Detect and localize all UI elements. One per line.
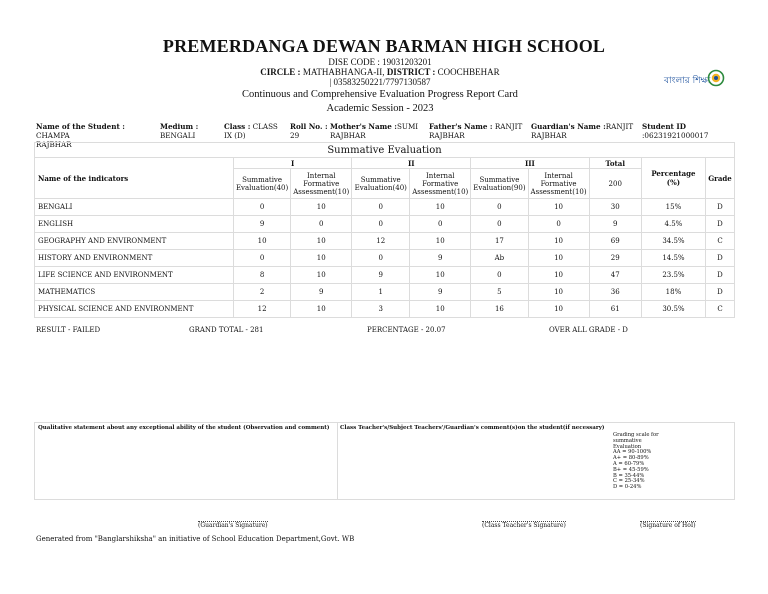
father-value-2: RAJBHAR [429,131,465,140]
mark-cell-total: 36 [589,284,641,301]
table-row [35,301,735,318]
comments-section [34,422,735,500]
subject-name: HISTORY AND ENVIRONMENT [35,250,234,267]
mark-cell-f1: 10 [291,267,352,284]
term-1-header: I [233,158,351,169]
mark-cell-f3: 10 [528,301,589,318]
grade-header: Grade [705,158,734,199]
mark-cell-s2: 0 [352,199,410,216]
table-row [35,199,735,216]
subject-name: LIFE SCIENCE AND ENVIRONMENT [35,267,234,284]
guardian-block [531,122,639,140]
medium-block [160,122,220,140]
sub-header: Summative Evaluation(90) [471,169,528,199]
district-label: DISTRICT : [386,67,436,77]
table-caption: Summative Evaluation [35,143,735,158]
term-2-header: II [352,158,471,169]
student-id-label: Student ID [642,122,686,131]
academic-session: Academic Session - 2023 [326,103,434,114]
dise-code: DISE CODE : 19031203201 [328,57,432,67]
mark-cell-f3: 10 [528,199,589,216]
indicator-header: Name of the indicators [35,158,234,199]
mark-cell-f2: 10 [410,301,471,318]
grading-line: D = 0-24% [613,484,642,491]
mark-cell-f3: 0 [528,216,589,233]
mark-cell-pct: 23.5% [641,267,705,284]
grading-scale [613,433,659,491]
mark-cell-pct: 4.5% [641,216,705,233]
footer-note: Generated from "Banglarshiksha" an initiative of School Education Department,Govt. WB [36,535,355,543]
grading-line: C = 25-34% [613,478,645,485]
mark-cell-s3: 16 [471,301,528,318]
percentage-text: PERCENTAGE - 20.07 [367,326,446,334]
mark-cell-total: 29 [589,250,641,267]
table-row [35,216,735,233]
roll-value: 29 [290,131,300,140]
subject-name: PHYSICAL SCIENCE AND ENVIRONMENT [35,301,234,318]
mark-cell-s1: 9 [233,216,290,233]
mark-cell-s1: 10 [233,233,290,250]
grading-line: AA = 90-100% [613,449,652,456]
grading-line: Evaluation [613,443,642,450]
subject-name: MATHEMATICS [35,284,234,301]
mark-cell-pct: 14.5% [641,250,705,267]
mark-cell-f2: 9 [410,284,471,301]
mark-cell-f2: 10 [410,233,471,250]
logo-text: বাংলার শিক্ষা [664,76,711,86]
mark-cell-s2: 0 [352,250,410,267]
grading-line: A+ = 80-89% [613,455,649,462]
subject-name: BENGALI [35,199,234,216]
mark-cell-f1: 10 [291,301,352,318]
mother-label: Mother's Name : [330,122,397,131]
qualitative-statement-title: Qualitative statement about any exceptional ability of the student (Observation and comment) [38,425,330,431]
class-value-1: CLASS [252,122,278,131]
mother-value-2: RAJBHAR [330,131,366,140]
mark-cell-pct: 18% [641,284,705,301]
mark-cell-s1: 0 [233,250,290,267]
mark-cell-grade: D [705,250,734,267]
marks-table [34,142,735,318]
mark-cell-s2: 1 [352,284,410,301]
mark-cell-grade: D [705,199,734,216]
mother-value-1: SUMI [396,122,419,131]
mark-cell-total: 69 [589,233,641,250]
mark-cell-f3: 10 [528,233,589,250]
circle-district [0,67,760,77]
sub-header: Summative Evaluation(40) [233,169,290,199]
banglar-shiksha-logo [664,68,726,90]
mark-cell-s1: 0 [233,199,290,216]
mark-cell-f1: 0 [291,216,352,233]
mark-cell-s3: Ab [471,250,528,267]
mark-cell-s1: 8 [233,267,290,284]
guardian-value-1: RANJIT [605,122,634,131]
teacher-comment-box [337,423,734,499]
mark-cell-s3: 0 [471,267,528,284]
sub-header: Internal Formative Assessment(10) [291,169,352,199]
mark-cell-f1: 10 [291,250,352,267]
mark-cell-f1: 10 [291,199,352,216]
mark-cell-f1: 9 [291,284,352,301]
mark-cell-pct: 15% [641,199,705,216]
subject-name: GEOGRAPHY AND ENVIRONMENT [35,233,234,250]
mark-cell-s2: 0 [352,216,410,233]
mark-cell-s2: 12 [352,233,410,250]
teacher-comment-title: Class Teacher's/Subject Teachers'/Guardian's comment(s)on the student(if necessary) [340,425,605,431]
grading-line: Grading scale for [613,432,659,438]
roll-label: Roll No. : [290,122,328,131]
medium-label: Medium : [160,122,199,131]
roll-block [290,122,330,140]
hoi-signature: (Signature of HoI) [640,522,696,529]
mark-cell-f2: 10 [410,267,471,284]
total-max: 200 [589,169,641,199]
mother-block [330,122,426,140]
student-id-block [642,122,742,140]
table-row [35,284,735,301]
circle-label: CIRCLE : [260,67,301,77]
sub-header: Internal Formative Assessment(10) [410,169,471,199]
sub-header: Summative Evaluation(40) [352,169,410,199]
mark-cell-f2: 9 [410,250,471,267]
mark-cell-grade: C [705,301,734,318]
student-name-value-2: RAJBHAR [36,140,72,149]
guardian-label: Guardian's Name : [531,122,606,131]
mark-cell-pct: 30.5% [641,301,705,318]
mark-cell-s3: 0 [471,199,528,216]
table-row [35,233,735,250]
grading-line: B+ = 45-59% [613,466,649,473]
grading-line: A = 60-79% [613,460,645,467]
guardian-signature: (Guardian's Signature) [198,522,268,529]
grading-line: summative [613,437,642,444]
mark-cell-f3: 10 [528,250,589,267]
mark-cell-pct: 34.5% [641,233,705,250]
guardian-value-2: RAJBHAR [531,131,567,140]
percentage-header: Percentage (%) [641,158,705,199]
mark-cell-total: 9 [589,216,641,233]
grading-line: B = 35-44% [613,472,645,479]
student-name-label: Name of the Student : [36,122,125,131]
mark-cell-f1: 10 [291,233,352,250]
total-header: Total [589,158,641,169]
mark-cell-s1: 12 [233,301,290,318]
table-row [35,250,735,267]
subject-name: ENGLISH [35,216,234,233]
class-block [224,122,284,140]
mark-cell-s2: 3 [352,301,410,318]
class-teacher-signature: (Class Teacher's Signature) [482,522,566,529]
school-name: PREMERDANGA DEWAN BARMAN HIGH SCHOOL [162,36,606,56]
circle-value: MATHABHANGA-II, [302,67,385,77]
mark-cell-grade: D [705,216,734,233]
mark-cell-total: 30 [589,199,641,216]
student-id-value: :06231921000017 [642,131,709,140]
school-phone: | 03583250221/7797130587 [329,77,431,87]
class-label: Class : [224,122,251,131]
mark-cell-f2: 0 [410,216,471,233]
mark-cell-s1: 2 [233,284,290,301]
term-3-header: III [471,158,589,169]
mark-cell-total: 61 [589,301,641,318]
result-text: RESULT - FAILED [36,326,101,334]
report-title: Continuous and Comprehensive Evaluation Progress Report Card [242,89,518,100]
class-value-2: IX (D) [224,131,246,140]
mark-cell-s2: 9 [352,267,410,284]
grand-total-text: GRAND TOTAL - 281 [189,326,264,334]
mark-cell-f2: 10 [410,199,471,216]
logo-emblem-icon [707,68,725,88]
qualitative-statement-box [35,423,338,499]
mark-cell-s3: 5 [471,284,528,301]
mark-cell-total: 47 [589,267,641,284]
mark-cell-f3: 10 [528,267,589,284]
student-name-value-1: CHAMPA [36,131,70,140]
sub-header: Internal Formative Assessment(10) [528,169,589,199]
father-label: Father's Name : [429,122,493,131]
mark-cell-s3: 17 [471,233,528,250]
table-row [35,267,735,284]
mark-cell-grade: C [705,233,734,250]
overall-grade-text: OVER ALL GRADE - D [549,326,628,334]
district-value: COOCHBEHAR [437,67,500,77]
father-block [429,122,529,140]
mark-cell-grade: D [705,267,734,284]
medium-value: BENGALI [160,131,196,140]
mark-cell-f3: 10 [528,284,589,301]
mark-cell-s3: 0 [471,216,528,233]
mark-cell-grade: D [705,284,734,301]
father-value-1: RANJIT [494,122,523,131]
